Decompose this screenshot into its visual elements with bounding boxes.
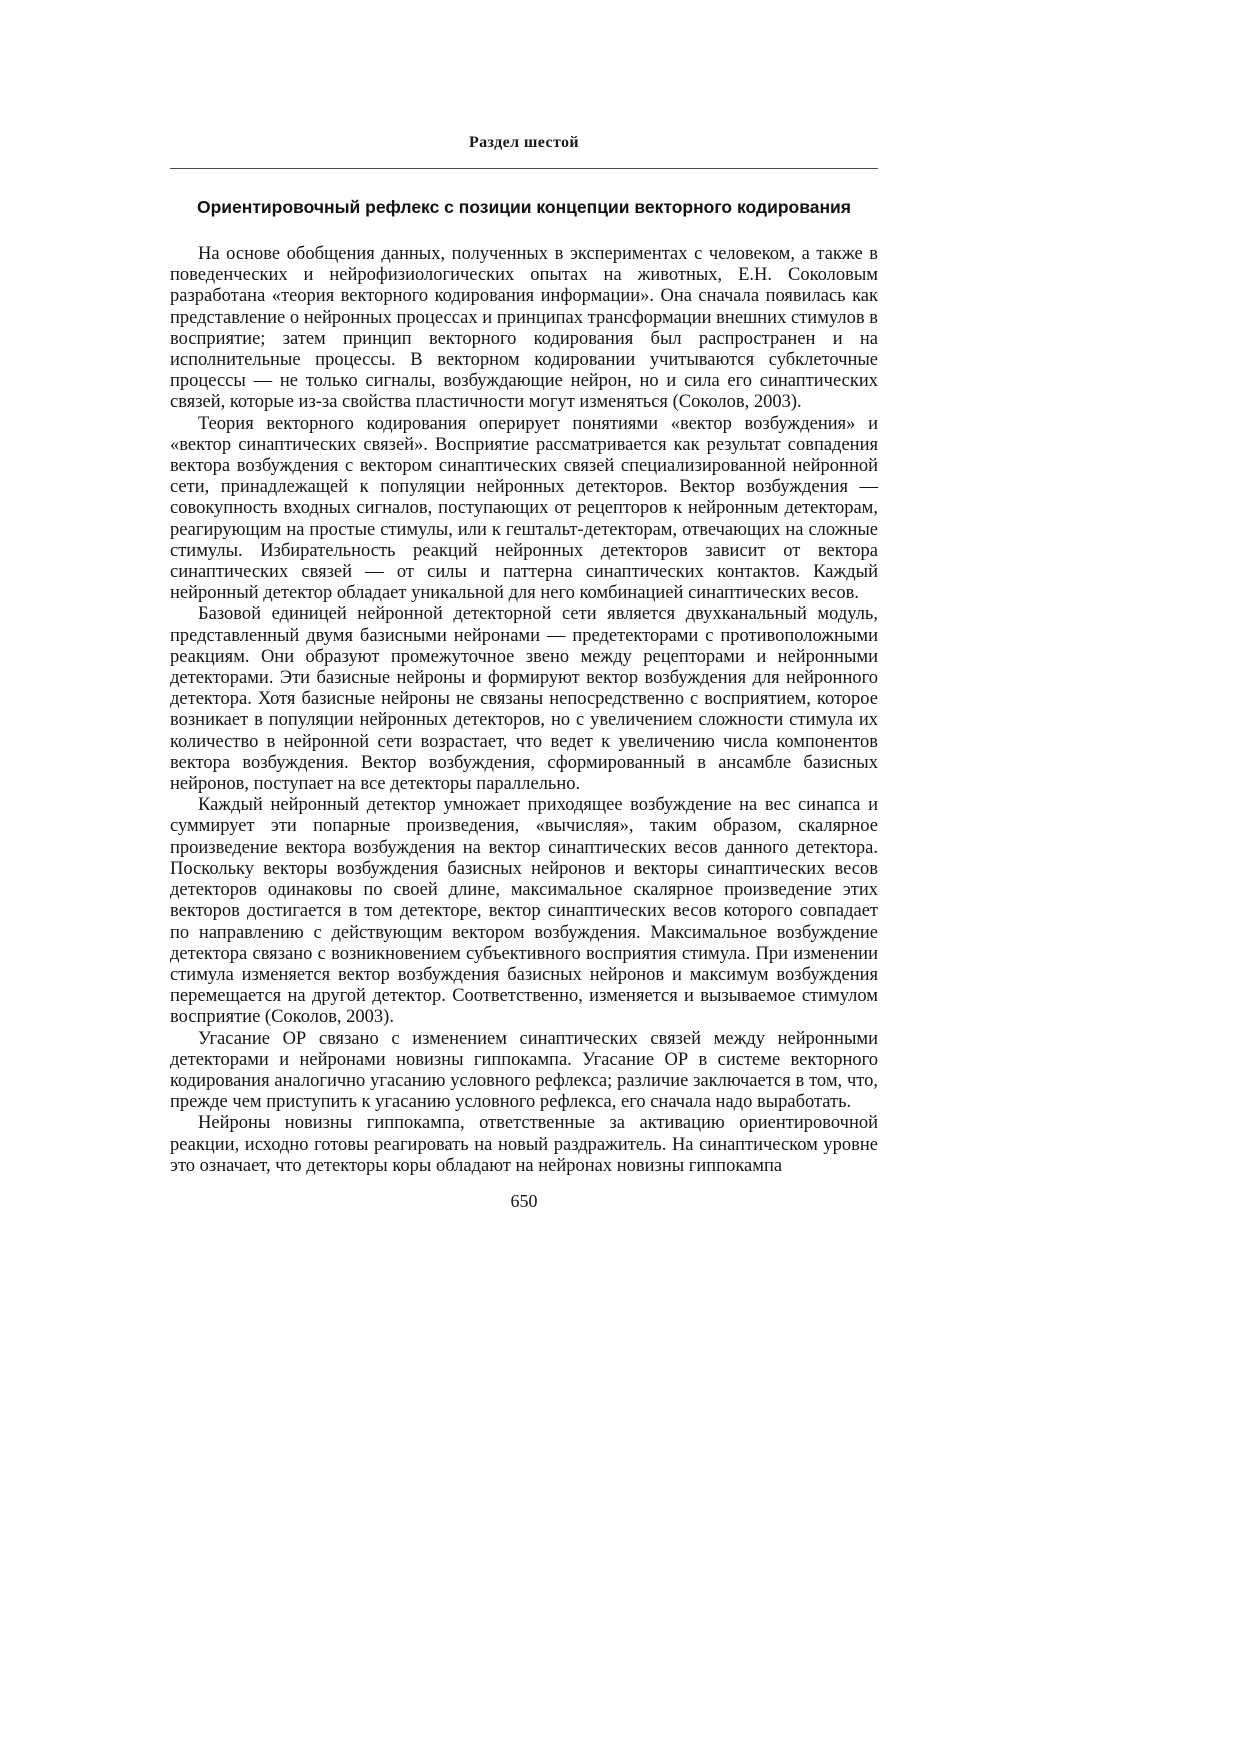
body-text xyxy=(170,244,878,1177)
page-content xyxy=(170,134,878,1212)
paragraph: Угасание ОР связано с изменением синаптических связей между нейронными детекторами и нейронами новизны гиппокампа. Угасание ОР в системе векторного кодирования аналогично угасанию условного рефлекса; различие заключается в том, что, прежде чем приступить к угасанию условного рефлекса, его сначала надо выработать. xyxy=(170,1028,878,1113)
paragraph: Базовой единицей нейронной детекторной сети является двухканальный модуль, представленный двумя базисными нейронами — предетекторами с противоположными реакциям. Они образуют промежуточное звено между рецепторами и нейронными детекторами. Эти базисные нейроны и формируют вектор возбуждения для нейронного детектора. Хотя базисные нейроны не связаны непосредственно с восприятием, которое возникает в популяции нейронных детекторов, но с увеличением сложности стимула их количество в нейронной сети возрастает, что ведет к увеличению числа компонентов вектора возбуждения. Вектор возбуждения, сформированный в ансамбле базисных нейронов, поступает на все детекторы параллельно. xyxy=(170,604,878,795)
paragraph: Нейроны новизны гиппокампа, ответственные за активацию ориентировочной реакции, исходно готовы реагировать на новый раздражитель. На синаптическом уровне это означает, что детекторы коры обладают на нейронах новизны гиппокампа xyxy=(170,1113,878,1176)
page-title: Ориентировочный рефлекс с позиции концепции векторного кодирования xyxy=(196,197,852,217)
running-header: Раздел шестой xyxy=(468,134,580,151)
header-separator-rule xyxy=(170,168,878,169)
paragraph: Теория векторного кодирования оперирует понятиями «вектор возбуждения» и «вектор синаптических связей». Восприятие рассматривается как результат совпадения вектора возбуждения с вектором синаптических связей специализированной нейронной сети, принадлежащей к популяции нейронных детекторов. Вектор возбуждения — совокупность входных сигналов, поступающих от рецепторов к нейронным детекторам, реагирующим на простые стимулы, или к гештальт-детекторам, отвечающих на сложные стимулы. Избирательность реакций нейронных детекторов зависит от вектора синаптических связей — от силы и паттерна синаптических контактов. Каждый нейронный детектор обладает уникальной для него комбинацией синаптических весов. xyxy=(170,413,878,604)
paragraph: На основе обобщения данных, полученных в экспериментах с человеком, а также в поведенческих и нейрофизиологических опытах на животных, Е.Н. Соколовым разработана «теория векторного кодирования информации». Она сначала появилась как представление о нейронных процессах и принципах трансформации внешних стимулов в восприятие; затем принцип векторного кодирования был распространен и на исполнительные процессы. В векторном кодировании учитываются субклеточные процессы — не только сигналы, возбуждающие нейрон, но и сила его синаптических связей, которые из-за свойства пластичности могут изменяться (Соколов, 2003). xyxy=(170,244,878,413)
paragraph: Каждый нейронный детектор умножает приходящее возбуждение на вес синапса и суммирует эти попарные произведения, «вычисляя», таким образом, скалярное произведение вектора возбуждения на вектор синаптических весов данного детектора. Поскольку векторы возбуждения базисных нейронов и векторы синаптических весов детекторов одинаковы по своей длине, максимальное скалярное произведение этих векторов достигается в том детекторе, вектор синаптических весов которого совпадает по направлению с действующим вектором возбуждения. Максимальное возбуждение детектора связано с возникновением субъективного восприятия стимула. При изменении стимула изменяется вектор возбуждения базисных нейронов и максимум возбуждения перемещается на другой детектор. Соответственно, изменяется и вызываемое стимулом восприятие (Соколов, 2003). xyxy=(170,795,878,1028)
page-number: 650 xyxy=(510,1190,538,1211)
